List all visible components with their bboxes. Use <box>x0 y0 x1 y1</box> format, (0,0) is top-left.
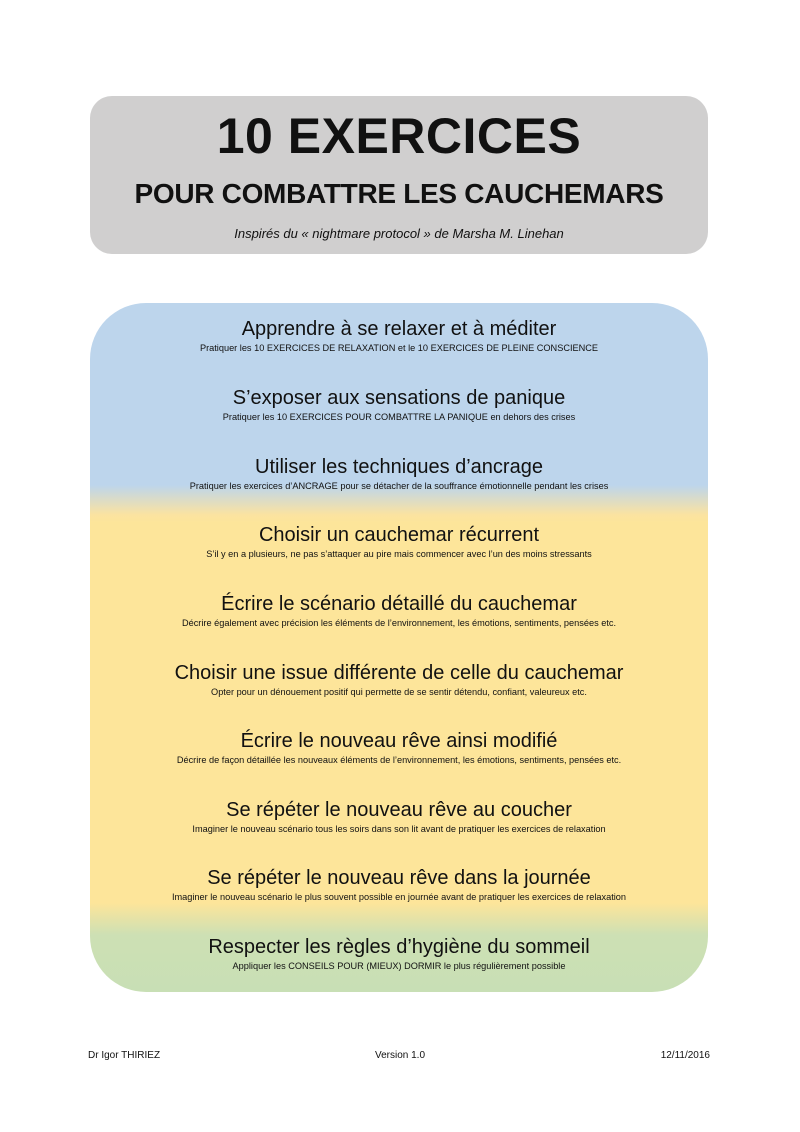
exercise-item <box>90 592 708 629</box>
exercise-description: Décrire de façon détaillée les nouveaux éléments de l’environnement, les émotions, sentiments, pensées etc. <box>176 755 622 765</box>
exercise-description: Imaginer le nouveau scénario tous les soirs dans son lit avant de pratiquer les exercices de relaxation <box>192 824 606 834</box>
footer-author: Dr Igor THIRIEZ <box>88 1050 161 1061</box>
exercise-item <box>90 523 708 560</box>
exercise-title: S’exposer aux sensations de panique <box>232 387 566 409</box>
exercise-title: Choisir une issue différente de celle du cauchemar <box>174 662 624 684</box>
exercise-description: Imaginer le nouveau scénario le plus souvent possible en journée avant de pratiquer les exercices de relaxation <box>171 892 627 902</box>
exercise-title: Choisir un cauchemar récurrent <box>258 524 540 546</box>
exercise-description: Pratiquer les 10 EXERCICES DE RELAXATION et le 10 EXERCICES DE PLEINE CONSCIENCE <box>199 343 599 353</box>
exercise-description: Appliquer les CONSEILS POUR (MIEUX) DORMIR le plus régulièrement possible <box>232 961 566 971</box>
exercise-title: Se répéter le nouveau rêve dans la journée <box>207 867 591 889</box>
exercise-item <box>90 317 708 354</box>
exercise-title: Apprendre à se relaxer et à méditer <box>241 318 557 340</box>
exercise-title: Écrire le nouveau rêve ainsi modifié <box>240 730 558 752</box>
page-subtitle: POUR COMBATTRE LES CAUCHEMARS <box>134 178 664 209</box>
exercise-title: Respecter les règles d’hygiène du sommeil <box>208 936 590 958</box>
exercise-item <box>90 455 708 492</box>
footer-date: 12/11/2016 <box>660 1050 710 1061</box>
exercise-description: Décrire également avec précision les éléments de l’environnement, les émotions, sentiments, pensées etc. <box>181 618 617 628</box>
credit-line: Inspirés du « nightmare protocol » de Marsha M. Linehan <box>234 226 564 241</box>
exercise-description: S’il y en a plusieurs, ne pas s’attaquer au pire mais commencer avec l’un des moins stressants <box>206 549 592 559</box>
footer-version: Version 1.0 <box>374 1050 426 1061</box>
exercise-list <box>90 303 708 992</box>
title-banner <box>90 96 708 254</box>
exercise-item <box>90 661 708 698</box>
exercise-item <box>90 866 708 903</box>
exercise-description: Pratiquer les exercices d’ANCRAGE pour se détacher de la souffrance émotionnelle pendant les crises <box>189 481 609 491</box>
exercise-item <box>90 798 708 835</box>
exercise-item <box>90 386 708 423</box>
exercise-title: Utiliser les techniques d’ancrage <box>255 456 543 478</box>
page-title: 10 EXERCICES <box>216 108 582 164</box>
exercise-title: Écrire le scénario détaillé du cauchemar <box>221 593 577 615</box>
exercise-title: Se répéter le nouveau rêve au coucher <box>226 799 572 821</box>
exercise-item <box>90 729 708 766</box>
exercise-item <box>90 935 708 972</box>
exercise-description: Pratiquer les 10 EXERCICES POUR COMBATTRE LA PANIQUE en dehors des crises <box>222 412 576 422</box>
exercise-description: Opter pour un dénouement positif qui permette de se sentir détendu, confiant, valeureux etc. <box>211 687 587 697</box>
